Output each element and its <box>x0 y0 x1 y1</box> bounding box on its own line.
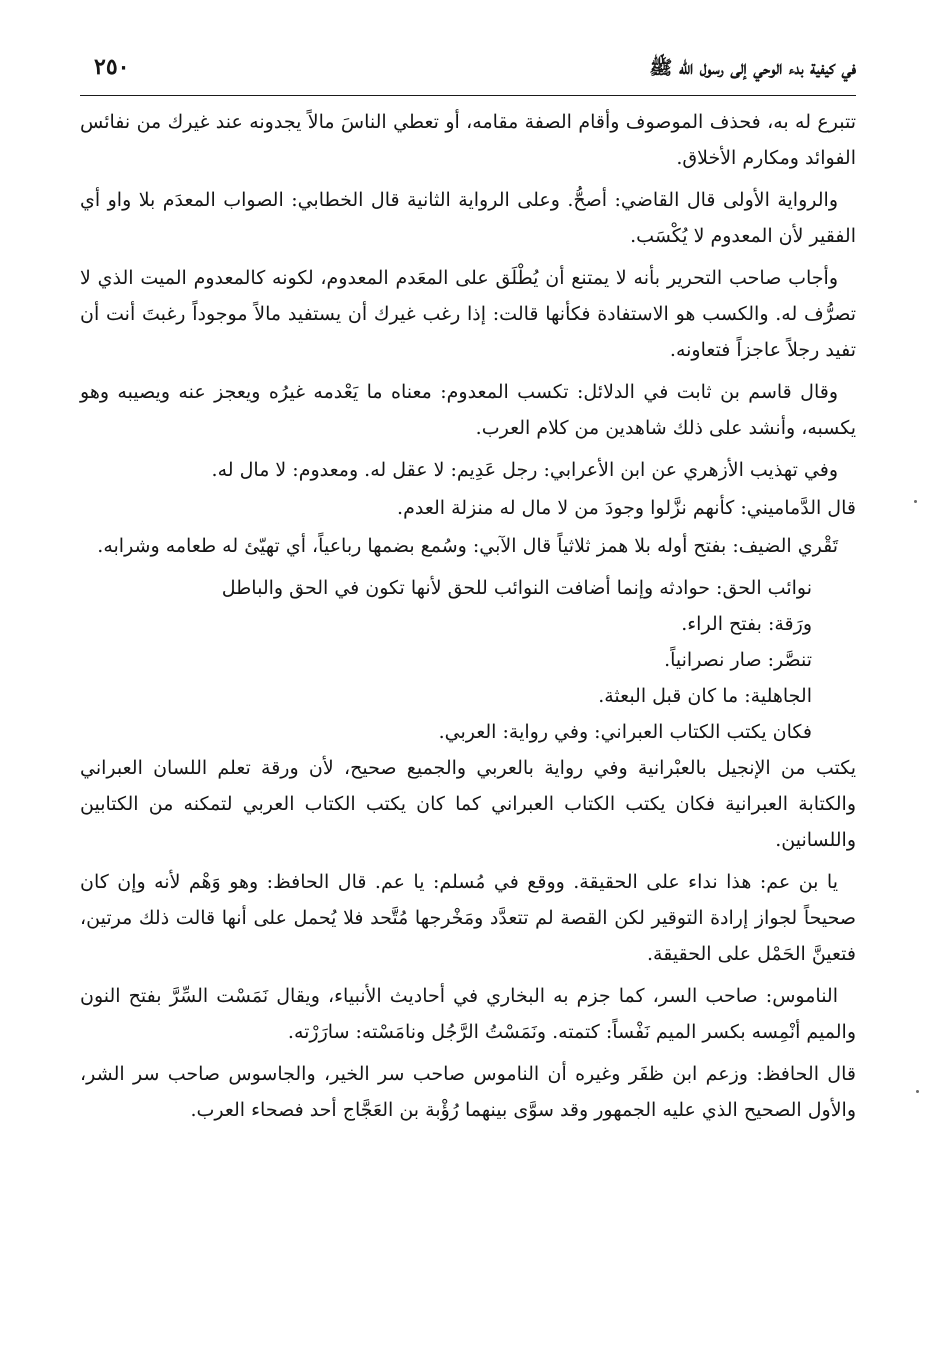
header-rule <box>80 95 856 96</box>
paragraph-7: تَقْري الضيف: بفتح أوله بلا همز ثلاثياً قال الآبي: وسُمع بضمها رباعياً، أي تهيّئ له طعامه وشرابه. <box>97 535 838 557</box>
paragraph-9: ورَقة: بفتح الراء. <box>681 613 812 635</box>
paragraph-3: وأجاب صاحب التحرير بأنه لا يمتنع أن يُطْلَق على المعَدم المعدوم، لكونه كالمعدوم الميت الذي لا تصرُّف له. والكسب هو الاستفادة فكأنها قالت: إذا رغب غيرك أن يستفيد مالاً موجوداً رغبتَ أنت أن تفيد رجلاً عاجزاً فتعاونه. <box>80 267 856 361</box>
paragraph-16: قال الحافظ: وزعم ابن ظفَر وغيره أن الناموس صاحب سر الخير، والجاسوس صاحب سر الشر، والأول الصحيح الذي عليه الجمهور وقد سوَّى بينهما رُؤْبة بن العَجَّاج أحد فصحاء العرب. <box>80 1063 856 1121</box>
margin-speck <box>914 500 917 503</box>
running-head <box>80 50 856 92</box>
paragraph-4: وقال قاسم بن ثابت في الدلائل: تكسب المعدوم: معناه ما يَعْدمه غيرُه ويعجز عنه ويصيبه وهو يكسبه، وأنشد على ذلك شاهدين من كلام العرب. <box>80 381 856 439</box>
paragraph-12: فكان يكتب الكتاب العبراني: وفي رواية: العربي. <box>438 721 812 743</box>
paragraph-10: تنصَّر: صار نصرانياً. <box>664 649 812 671</box>
paragraph-11: الجاهلية: ما كان قبل البعثة. <box>598 685 812 707</box>
running-head-title: في كيفية بدء الوحي إلى رسول الله ﷺ <box>649 57 856 79</box>
paragraph-5: وفي تهذيب الأزهري عن ابن الأعرابي: رجل عَدِيم: لا عقل له. ومعدوم: لا مال له. <box>211 459 838 481</box>
paragraph-15: الناموس: صاحب السر، كما جزم به البخاري في أحاديث الأنبياء، ويقال نَمَسْت السِّرَّ بفتح النون والميم أنْمِسه بكسر الميم نَفْساً: كتمته. ونَمَسْتُ الرَّجُل ونامَسْته: سارَرْته. <box>80 985 856 1043</box>
paragraph-6: قال الدَّماميني: كأنهم نزَّلوا وجودَ من لا مال له منزلة العدم. <box>397 497 856 519</box>
paragraph-1: تتبرع له به، فحذف الموصوف وأقام الصفة مقامه، أو تعطي الناسَ مالاً يجدونه عند غيرك من نفائس الفوائد ومكارم الأخلاق. <box>80 111 856 169</box>
paragraph-8: نوائب الحق: حوادثه وإنما أضافت النوائب للحق لأنها تكون في الحق والباطل <box>221 577 812 599</box>
paragraph-14: يا بن عم: هذا نداء على الحقيقة. ووقع في مُسلم: يا عم. قال الحافظ: وهو وَهْم لأنه وإن كان صحيحاً لجواز إرادة التوقير لكن القصة لم تتعدَّد ومَخْرجها مُتَّحد فلا يُحمل على أنها قالت ذلك مرتين، فتعينَّ الحَمْل على الحقيقة. <box>80 871 856 965</box>
paragraph-2: والرواية الأولى قال القاضي: أصحُّ. وعلى الرواية الثانية قال الخطابي: الصواب المعدَم بلا واو أي الفقير لأن المعدوم لا يُكْسَب. <box>80 189 856 247</box>
margin-speck <box>916 1090 919 1093</box>
body-text <box>80 104 856 1134</box>
paragraph-13: يكتب من الإنجيل بالعبْرانية وفي رواية بالعربي والجميع صحيح، لأن ورقة تعلم اللسان العبراني والكتابة العبرانية فكان يكتب الكتاب العبراني كما كان يكتب الكتاب العربي لتمكنه من الكتابين واللسانين. <box>80 757 856 851</box>
page-number: ٢٥٠ <box>94 54 130 80</box>
